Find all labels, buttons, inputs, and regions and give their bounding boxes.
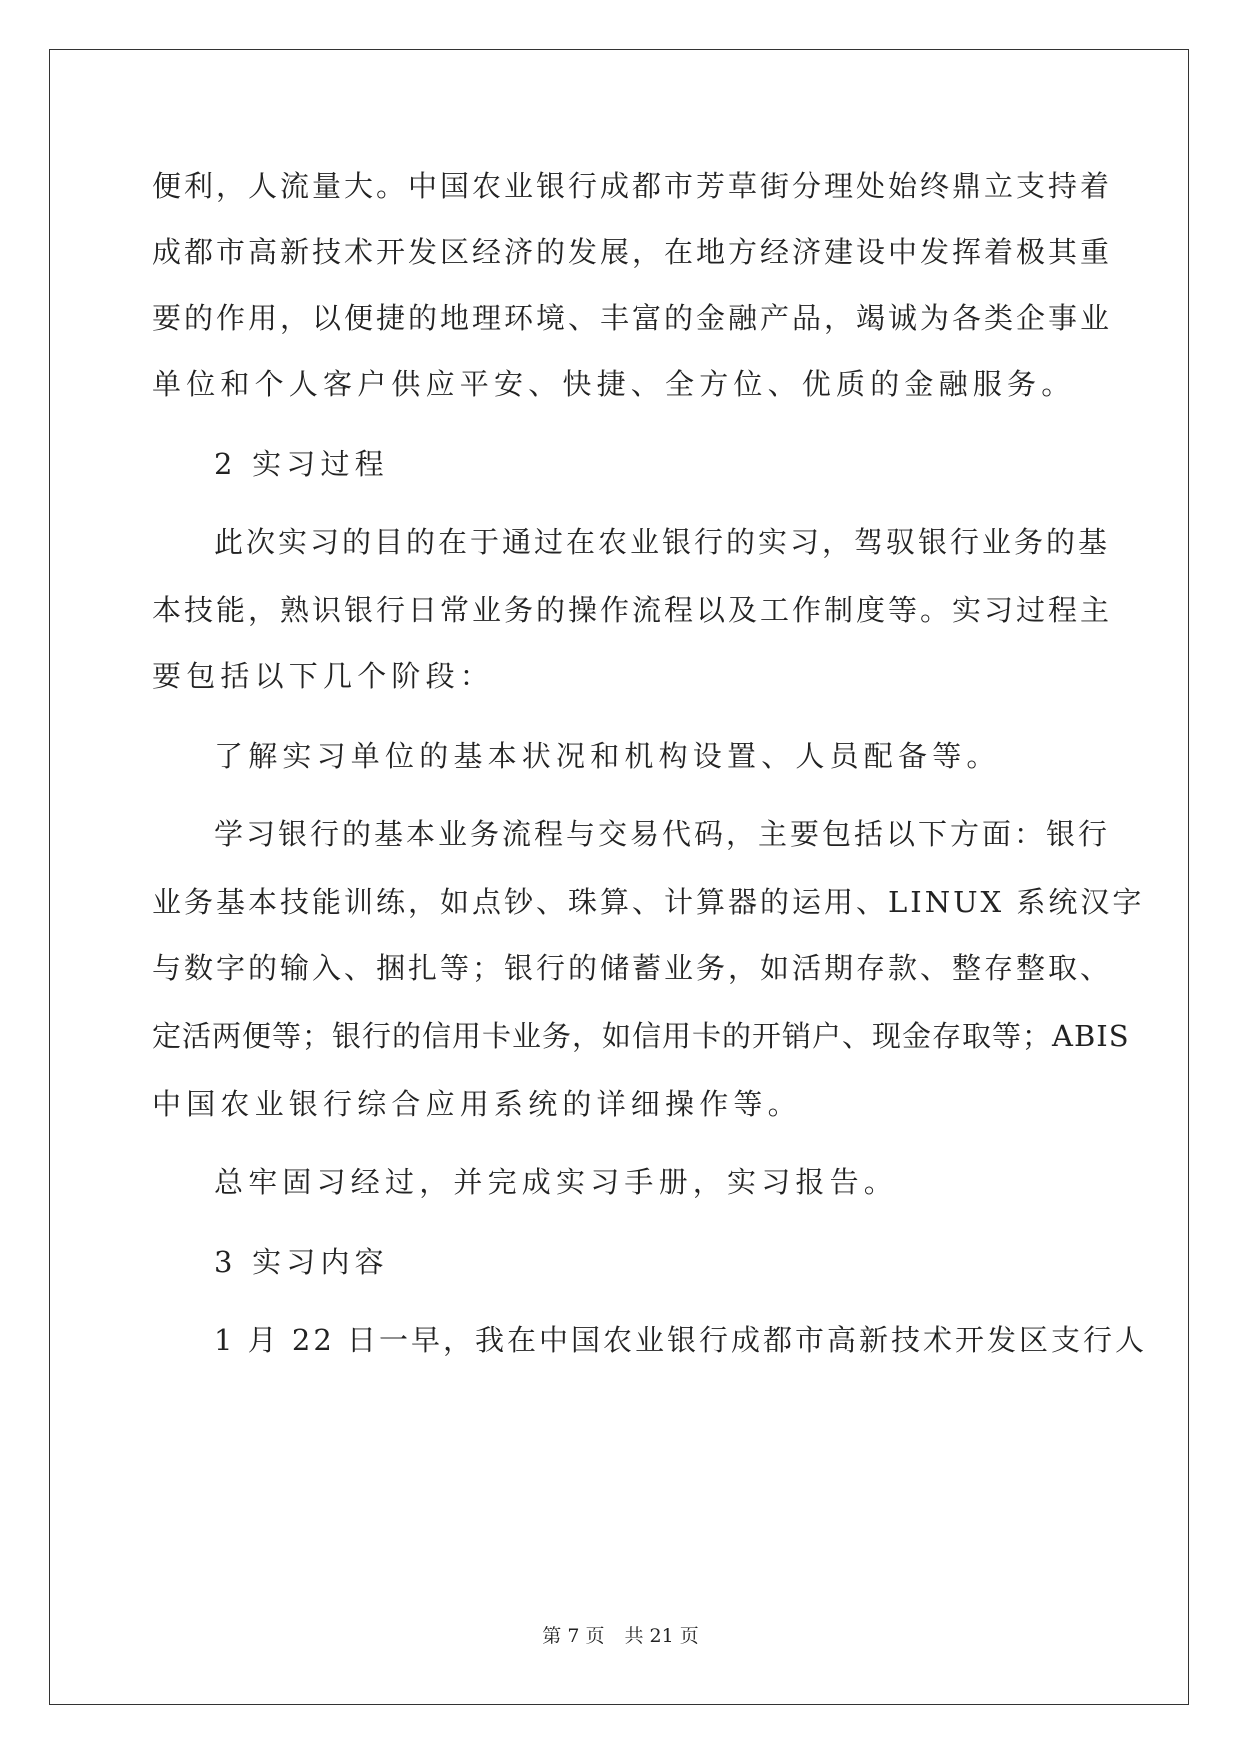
text-line: 便利，人流量大。中国农业银行成都市芳草街分理处始终鼎立支持着 <box>152 169 1113 203</box>
text-line: 此次实习的目的在于通过在农业银行的实习，驾驭银行业务的基 <box>214 525 1111 559</box>
text-line: 单位和个人客户供应平安、快捷、全方位、优质的金融服务。 <box>152 367 1076 401</box>
text-line: 要包括以下几个阶段： <box>152 659 495 693</box>
text-line: 要的作用，以便捷的地理环境、丰富的金融产品，竭诚为各类企事业 <box>152 301 1113 335</box>
text-line: 中国农业银行综合应用系统的详细操作等。 <box>152 1087 802 1121</box>
page-total: 共 21 页 <box>624 1625 699 1647</box>
text-line: 定活两便等；银行的信用卡业务，如信用卡的开销户、现金存取等；ABIS <box>152 1019 1130 1053</box>
page-number: 第 7 页 <box>542 1625 605 1647</box>
text-line: 成都市高新技术开发区经济的发展，在地方经济建设中发挥着极其重 <box>152 235 1113 269</box>
text-line: 总牢固习经过，并完成实习手册，实习报告。 <box>214 1165 899 1199</box>
text-line: 本技能，熟识银行日常业务的操作流程以及工作制度等。实习过程主 <box>152 593 1113 627</box>
text-line: 学习银行的基本业务流程与交易代码，主要包括以下方面：银行 <box>214 817 1111 851</box>
section-heading: 3 实习内容 <box>214 1245 389 1279</box>
text-line: 了解实习单位的基本状况和机构设置、人员配备等。 <box>214 739 1001 773</box>
page-footer <box>0 1624 1241 1648</box>
section-heading: 2 实习过程 <box>214 447 389 481</box>
text-line: 业务基本技能训练，如点钞、珠算、计算器的运用、LINUX 系统汉字 <box>152 885 1145 919</box>
text-line: 与数字的输入、捆扎等；银行的储蓄业务，如活期存款、整存整取、 <box>152 951 1113 985</box>
text-line: 1 月 22 日一早，我在中国农业银行成都市高新技术开发区支行人 <box>214 1323 1148 1357</box>
